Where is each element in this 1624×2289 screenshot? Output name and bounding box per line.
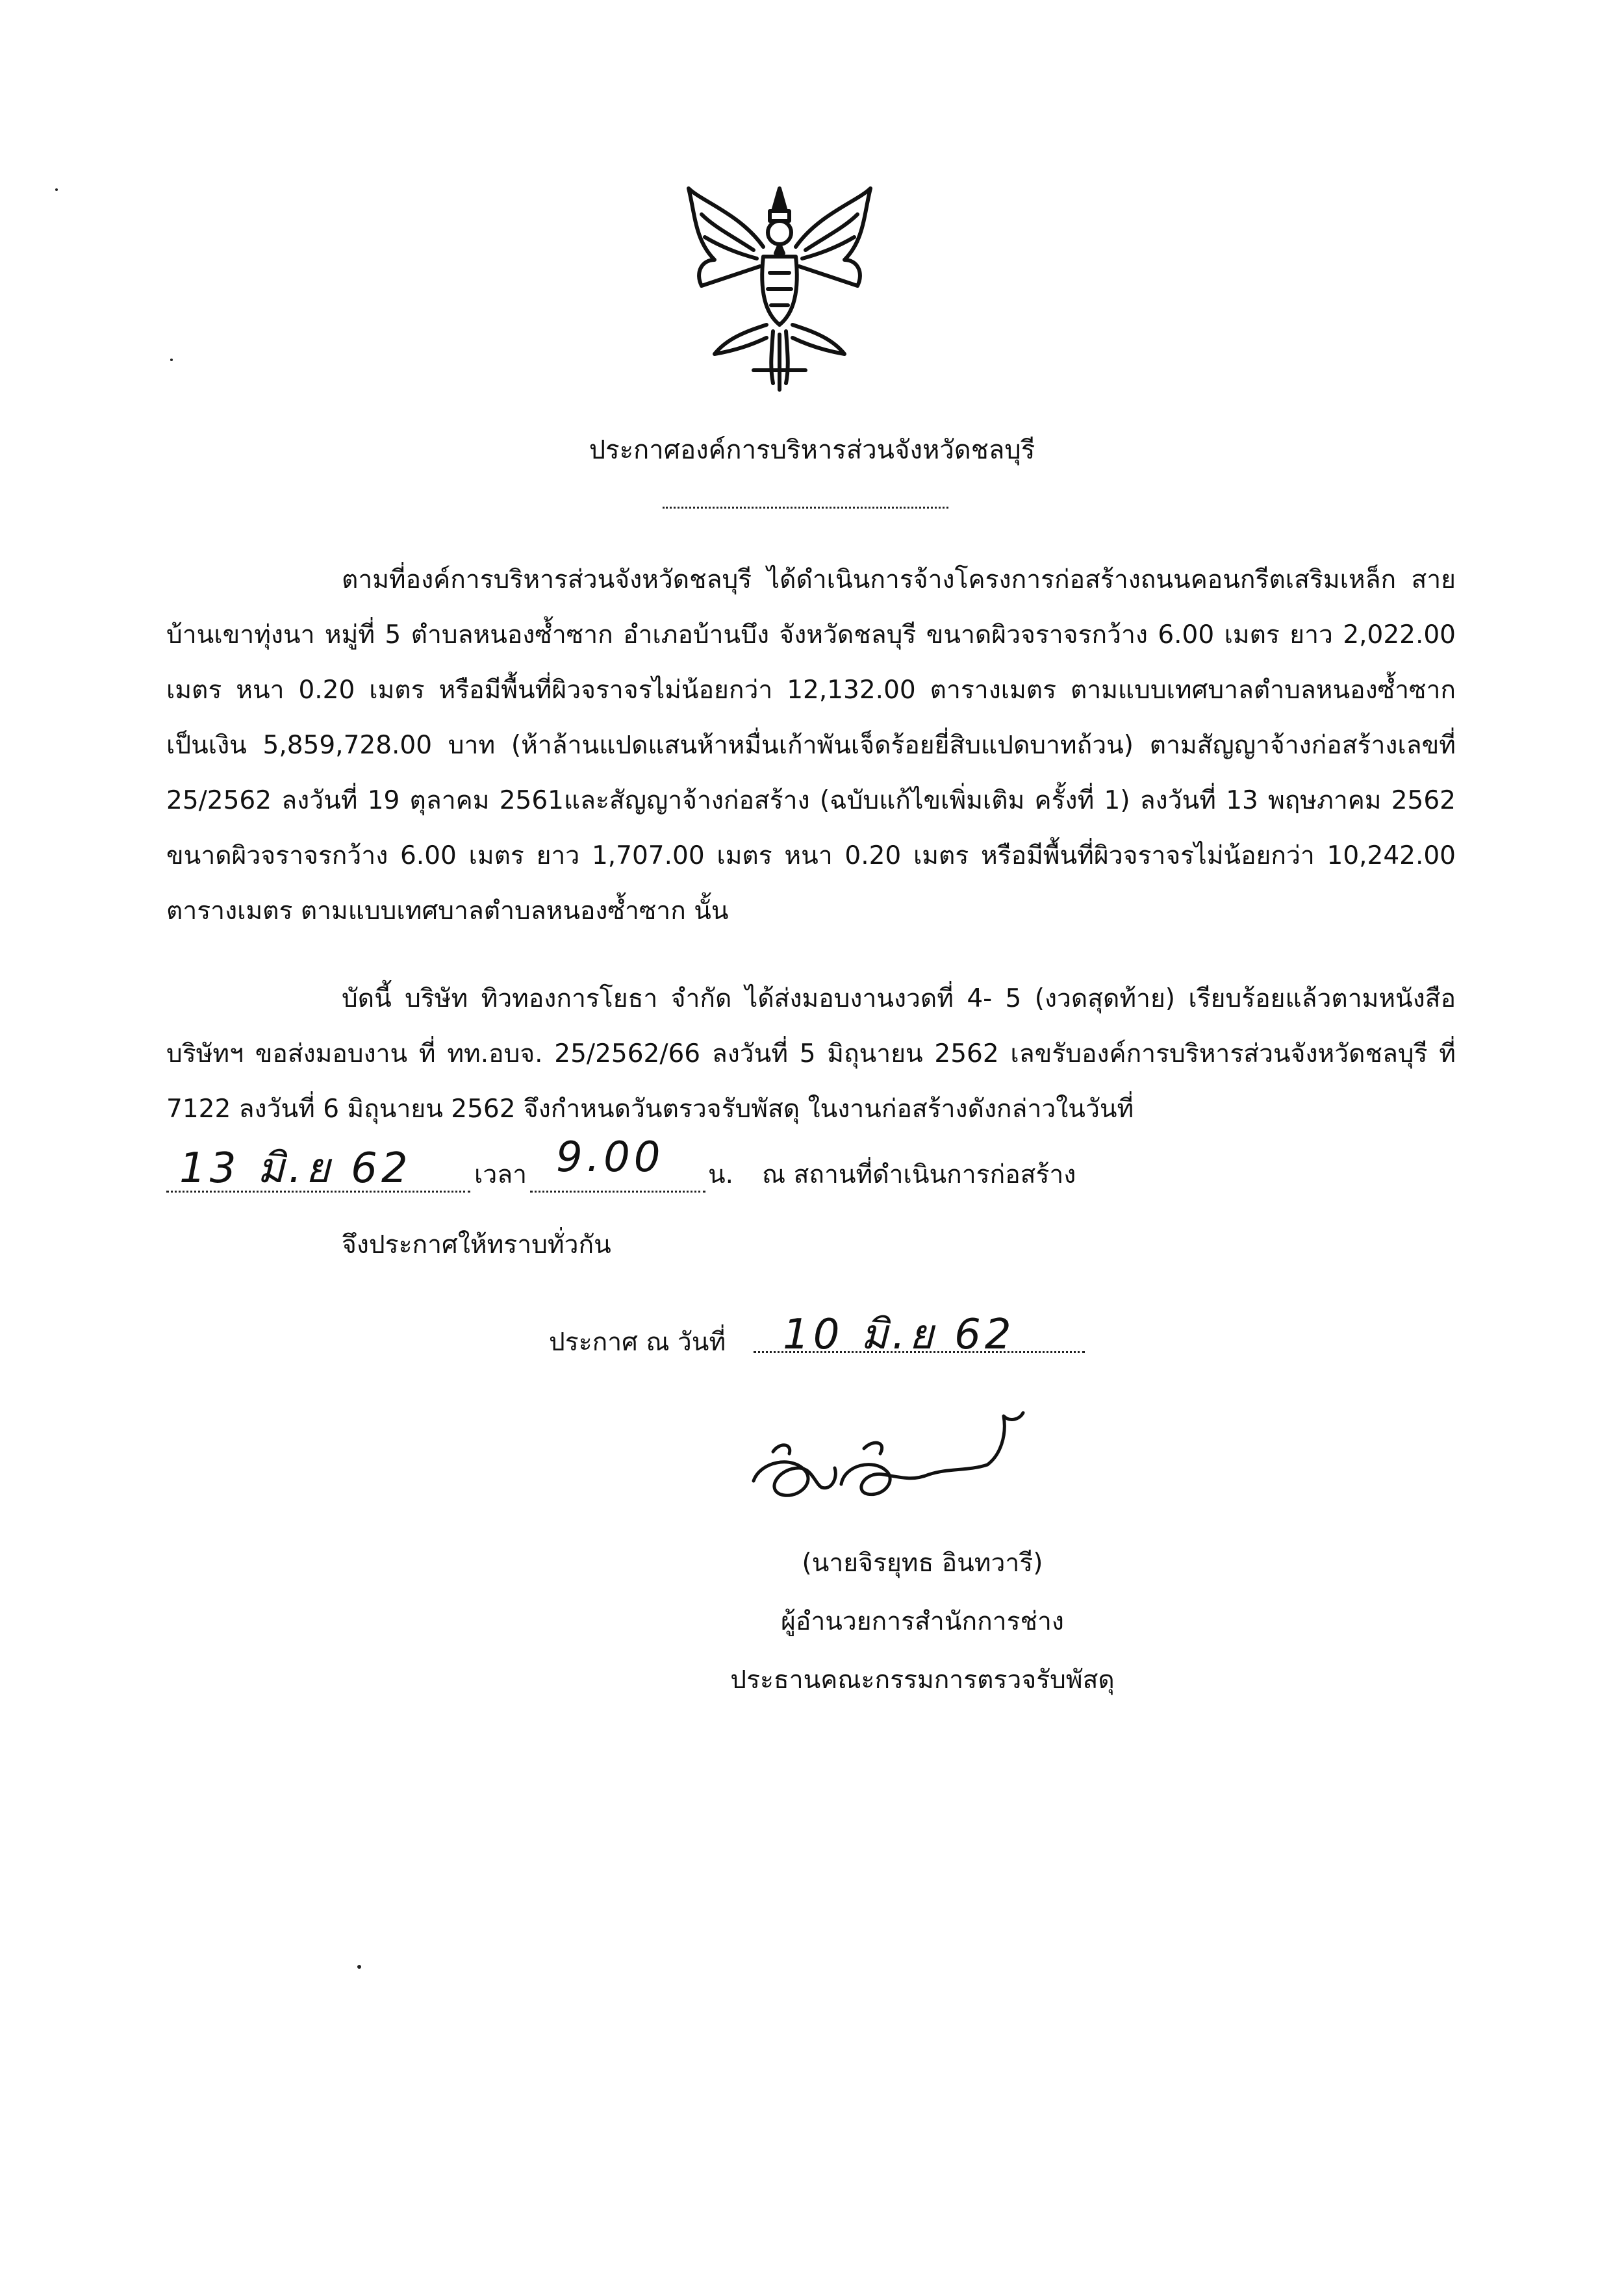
heading-divider [663, 500, 948, 509]
inspection-time-field [530, 1133, 705, 1193]
scan-speck [357, 1965, 361, 1969]
paragraph-contract-text: ตามที่องค์การบริหารส่วนจังหวัดชลบุรี ได้ดำเนินการจ้างโครงการก่อสร้างถนนคอนกรีตเสริมเหล็ก สายบ้านเขาทุ่งนา หมู่ที่ 5 ตำบลหนองซ้ำซาก อำเภอบ้านบึง จังหวัดชลบุรี ขนาดผิวจราจรกว้าง 6.00 เมตร ยาว 2,022.00 เมตร หนา 0.20 เมตร หรือมีพื้นที่ผิวจราจรไม่น้อยกว่า 12,132.00 ตารางเมตร ตามแบบเทศบาลตำบลหนองซ้ำซาก เป็นเงิน 5,859,728.00 บาท (ห้าล้านแปดแสนห้าหมื่นเก้าพันเจ็ดร้อยยี่สิบแปดบาทถ้วน) ตามสัญญาจ้างก่อสร้างเลขที่ 25/2562 ลงวันที่ 19 ตุลาคม 2561และสัญญาจ้างก่อสร้าง (ฉบับแก้ไขเพิ่มเติม ครั้งที่ 1) ลงวันที่ 13 พฤษภาคม 2562 ขนาดผิวจราจรกว้าง 6.00 เมตร ยาว 1,707.00 เมตร หนา 0.20 เมตร หรือมีพื้นที่ผิวจราจรไม่น้อยกว่า 10,242.00 ตารางเมตร ตามแบบเทศบาลตำบลหนองซ้ำซาก นั้น [166, 565, 1456, 926]
signatory-position-director: ผู้อำนวยการสำนักการช่าง [781, 1607, 1064, 1636]
inspection-time-handwritten: 9.00 [556, 1133, 665, 1182]
inspection-date-field [166, 1140, 470, 1193]
paragraph-contract [166, 552, 1456, 939]
announcement-date-label: ประกาศ ณ วันที่ [549, 1328, 726, 1357]
signature-image [734, 1403, 1046, 1546]
signatory-position-committee: ประธานคณะกรรมการตรวจรับพัสดุ [730, 1665, 1115, 1695]
paragraph-delivery-text: บัดนี้ บริษัท ทิวทองการโยธา จำกัด ได้ส่งมอบงานงวดที่ 4- 5 (งวดสุดท้าย) เรียบร้อยแล้วตามหนังสือบริษัทฯ ขอส่งมอบงาน ที่ ทท.อบจ. 25/2562/66 ลงวันที่ 5 มิถุนายน 2562 เลขรับองค์การบริหารส่วนจังหวัดชลบุรี ที่ 7122 ลงวันที่ 6 มิถุนายน 2562 จึงกำหนดวันตรวจรับพัสดุ ในงานก่อสร้างดังกล่าวในวันที่ [166, 984, 1456, 1124]
paragraph-delivery [166, 971, 1456, 1137]
garuda-emblem-icon [676, 175, 883, 396]
closing-statement: จึงประกาศให้ทราบทั่วกัน [342, 1230, 611, 1259]
announcement-date-dotline [754, 1351, 1085, 1353]
signatory-name: (นายจิรยุทธ อินทวารี) [802, 1549, 1043, 1578]
inspection-date-handwritten: 13 มิ.ย 62 [179, 1144, 412, 1193]
inspection-place: ณ สถานที่ดำเนินการก่อสร้าง [762, 1160, 1076, 1189]
announcement-heading: ประกาศองค์การบริหารส่วนจังหวัดชลบุรี [589, 435, 1035, 465]
time-unit: น. [708, 1160, 734, 1189]
announcement-date-row [549, 1309, 1095, 1361]
scan-speck [170, 359, 173, 361]
scan-speck [55, 188, 58, 191]
announcement-date-handwritten: 10 มิ.ย 62 [783, 1311, 1015, 1359]
inspection-schedule-row [166, 1133, 1456, 1198]
time-label: เวลา [474, 1160, 527, 1189]
